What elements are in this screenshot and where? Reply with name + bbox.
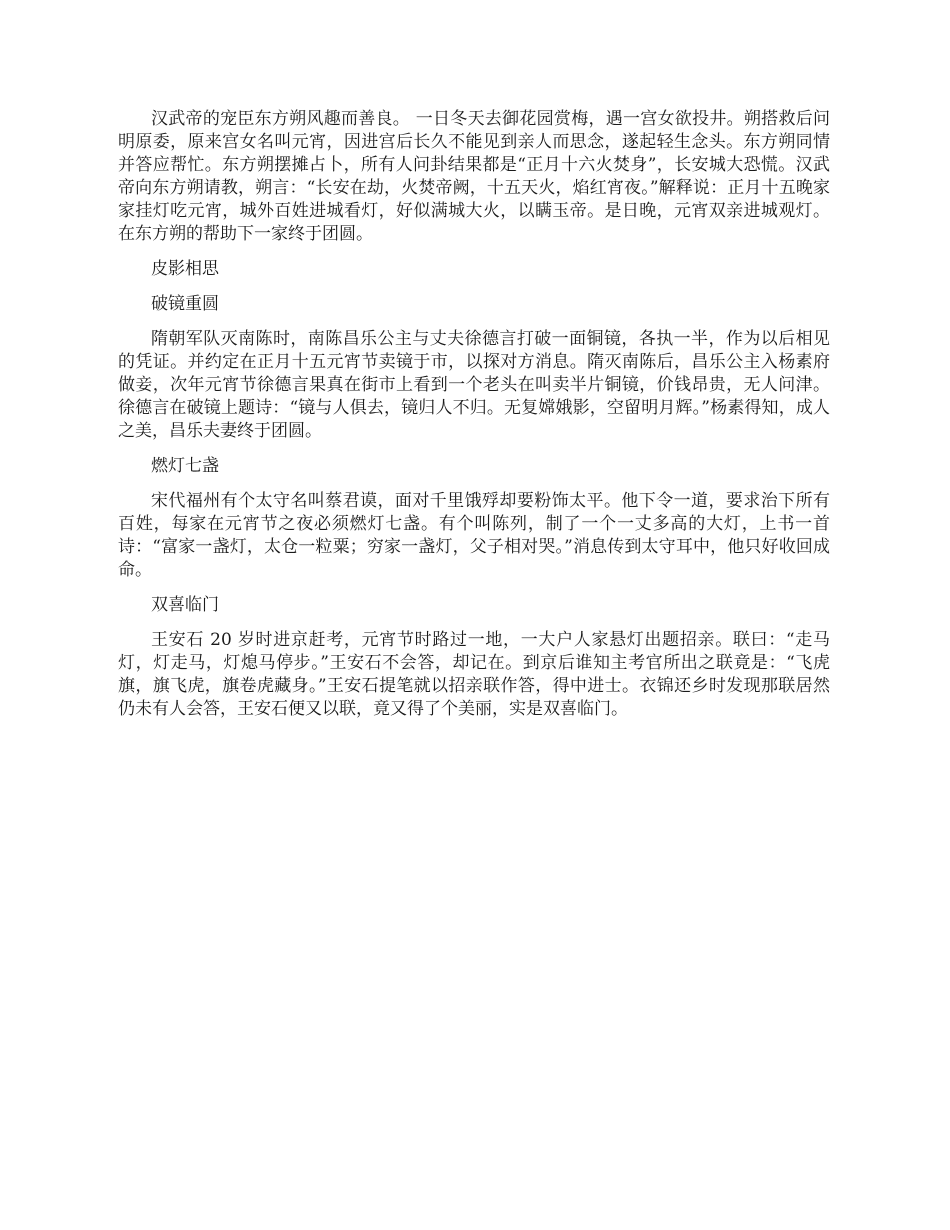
- paragraph-dongfangshuo: 汉武帝的宠臣东方朔风趣而善良。 一日冬天去御花园赏梅，遇一宫女欲投井。朔搭救后问明原委，原来宫女名叫元宵，因进宫后长久不能见到亲人而思念，遂起轻生念头。东方朔同情并答应帮忙。东方朔摆摊占卜，所有人问卦结果都是“正月十六火焚身”，长安城大恐慌。汉武帝向东方朔请教，朔言：“长安在劫，火焚帝阙，十五天火，焰红宵夜。”解释说：正月十五晚家家挂灯吃元宵，城外百姓进城看灯，好似满城大火，以瞒玉帝。是日晚，元宵双亲进城观灯。在东方朔的帮助下一家终于团圆。: [118, 109, 830, 244]
- paragraph-pojing-chongyuan: 隋朝军队灭南陈时，南陈昌乐公主与丈夫徐德言打破一面铜镜，各执一半，作为以后相见的凭证。并约定在正月十五元宵节卖镜于市，以探对方消息。隋灭南陈后，昌乐公主入杨素府做妾，次年元宵节徐德言果真在街市上看到一个老头在叫卖半片铜镜，价钱昂贵，无人问津。徐德言在破镜上题诗：“镜与人俱去，镜归人不归。无复嫦娥影，空留明月辉。”杨素得知，成人之美，昌乐夫妻终于团圆。: [118, 329, 830, 441]
- heading-shuangxi-linmen: 双喜临门: [151, 595, 219, 615]
- heading-pojing-chongyuan: 破镜重圆: [151, 294, 219, 314]
- heading-randeng-qizhan: 燃灯七盏: [151, 456, 219, 476]
- document-page: [118, 108, 830, 733]
- paragraph-shuangxi-linmen: 王安石 20 岁时进京赶考，元宵节时路过一地，一大户人家悬灯出题招亲。联曰：“走马灯，灯走马，灯熄马停步。”王安石不会答，却记在。到京后谁知主考官所出之联竟是：“飞虎旗，旗飞虎，旗卷虎藏身。”王安石提笔就以招亲联作答，得中进士。衣锦还乡时发现那联居然仍未有人会答，王安石便又以联，竟又得了个美丽，实是双喜临门。: [118, 630, 830, 719]
- paragraph-randeng-qizhan: 宋代福州有个太守名叫蔡君谟，面对千里饿殍却要粉饰太平。他下令一道，要求治下所有百姓，每家在元宵节之夜必须燃灯七盏。有个叫陈列，制了一个一丈多高的大灯，上书一首诗：“富家一盏灯，太仓一粒粟；穷家一盏灯，父子相对哭。”消息传到太守耳中，他只好收回成命。: [118, 491, 830, 580]
- heading-piying-xiangsi: 皮影相思: [151, 259, 219, 279]
